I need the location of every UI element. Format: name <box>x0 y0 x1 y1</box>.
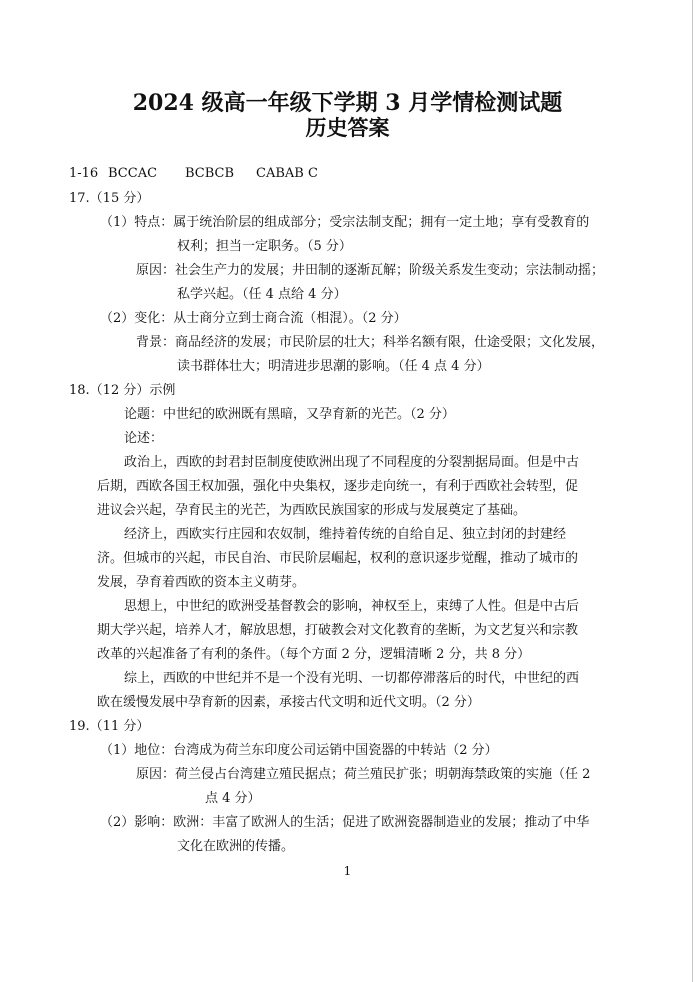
q17-p1-line1: （1）特点：属于统治阶层的组成部分；受宗法制支配；拥有一定土地；享有受教育的 <box>100 215 590 230</box>
q17-heading: 17.（15 分） <box>69 191 150 206</box>
q18-argument-label: 论述： <box>124 431 164 446</box>
q17-p2-line2: 私学兴起。（任 4 点给 4 分） <box>177 287 347 302</box>
mc-range: 1-16 <box>69 166 99 181</box>
mc-group-2: BCBCB <box>185 166 235 181</box>
q18-heading: 18.（12 分）示例 <box>69 383 176 398</box>
q18-line-11: 欧在缓慢发展中孕育新的因素，承接古代文明和近代文明。（2 分） <box>97 695 480 710</box>
q18-line-1: 政治上，西欧的封君封臣制度使欧洲出现了不同程度的分裂割据局面。但是中古 <box>124 455 580 470</box>
q18-thesis: 论题：中世纪的欧洲既有黑暗，又孕育新的光芒。（2 分） <box>124 407 455 422</box>
q18-line-5: 济。但城市的兴起，市民自治、市民阶层崛起，权利的意识逐步觉醒，推动了城市的 <box>97 551 579 566</box>
page-number: 1 <box>343 864 352 878</box>
q19-p3-line1: （2）影响：欧洲：丰富了欧洲人的生活；促进了欧洲瓷器制造业的发展；推动了中华 <box>100 815 590 830</box>
q17-p4-line1: 背景：商品经济的发展；市民阶层的壮大；科举名额有限，仕途受限；文化发展， <box>136 335 605 350</box>
mc-group-3: CABAB C <box>256 166 318 181</box>
q18-line-3: 进议会兴起，孕育民主的光芒，为西欧民族国家的形成与发展奠定了基础。 <box>97 503 527 518</box>
q18-line-6: 发展，孕育着西欧的资本主义萌芽。 <box>97 575 306 590</box>
page-edge-line <box>692 0 693 982</box>
q17-p4-line2: 读书群体壮大；明清进步思潮的影响。（任 4 点 4 分） <box>177 359 490 374</box>
q18-line-10: 综上，西欧的中世纪并不是一个没有光明、一切都停滞落后的时代，中世纪的西 <box>124 671 580 686</box>
q18-line-9: 改革的兴起准备了有利的条件。（每个方面 2 分，逻辑清晰 2 分，共 8 分） <box>97 647 531 662</box>
page-title: 2024 级高一年级下学期 3 月学情检测试题 <box>132 90 563 116</box>
q18-line-7: 思想上，中世纪的欧洲受基督教会的影响，神权至上，束缚了人性。但是中古后 <box>124 599 580 614</box>
q17-p3: （2）变化：从士商分立到士商合流（相混）。（2 分） <box>100 311 407 326</box>
q19-heading: 19.（11 分） <box>69 719 150 734</box>
mc-group-1: BCCAC <box>108 166 158 181</box>
q18-line-4: 经济上，西欧实行庄园和农奴制，维持着传统的自给自足、独立封闭的封建经 <box>124 527 567 542</box>
q19-p2-line2: 点 4 分） <box>205 791 261 806</box>
q17-p1-line2: 权利；担当一定职务。（5 分） <box>177 239 352 254</box>
q18-line-2: 后期，西欧各国王权加强，强化中央集权，逐步走向统一，有利于西欧社会转型，促 <box>97 479 579 494</box>
q19-p1: （1）地位：台湾成为荷兰东印度公司运销中国瓷器的中转站（2 分） <box>100 743 498 758</box>
q19-p3-line2: 文化在欧洲的传播。 <box>177 839 295 854</box>
q18-line-8: 期大学兴起，培养人才，解放思想，打破教会对文化教育的垄断，为文艺复兴和宗教 <box>97 623 579 638</box>
q17-p2-line1: 原因：社会生产力的发展；井田制的逐渐瓦解；阶级关系发生变动；宗法制动摇； <box>136 263 605 278</box>
q19-p2-line1: 原因：荷兰侵占台湾建立殖民据点；荷兰殖民扩张；明朝海禁政策的实施（任 2 <box>136 767 591 782</box>
page-subtitle: 历史答案 <box>305 115 390 140</box>
